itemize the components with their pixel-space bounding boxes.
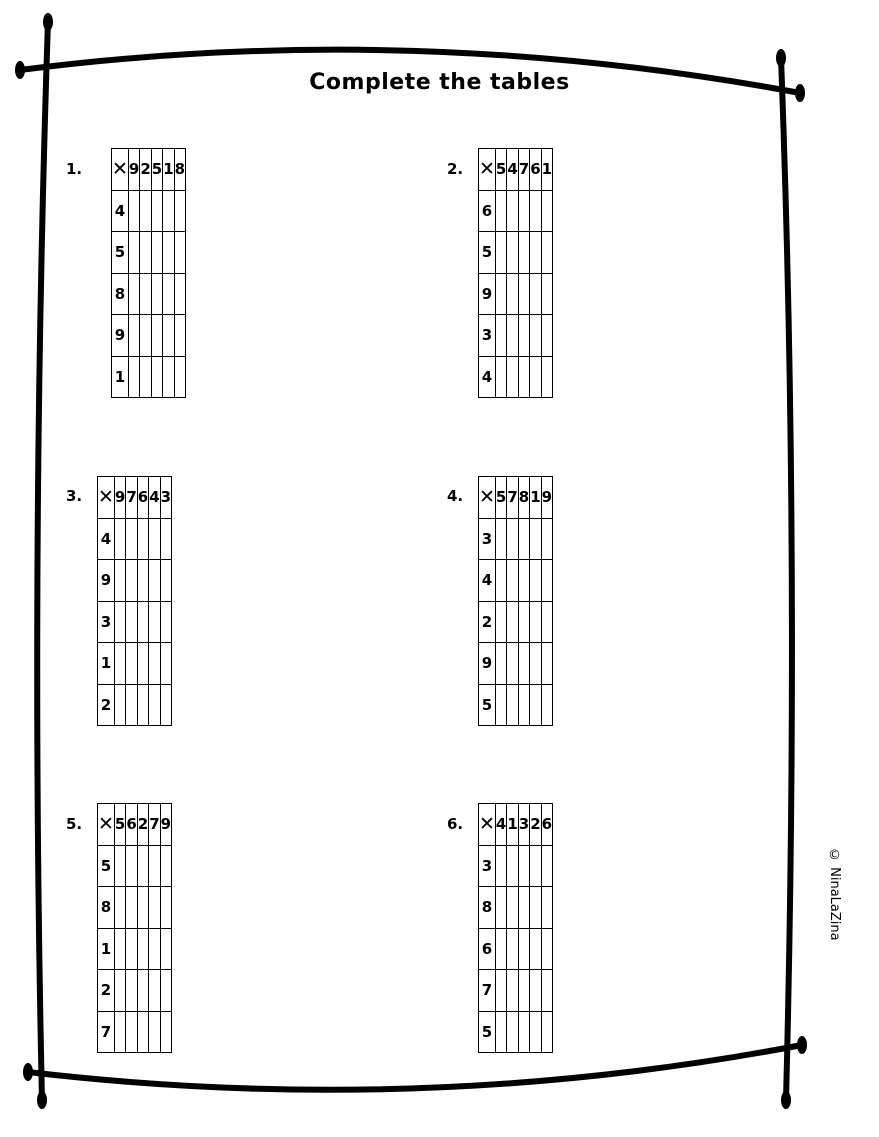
answer-cell[interactable]	[530, 684, 541, 726]
answer-cell[interactable]	[114, 887, 125, 929]
column-header: 7	[518, 149, 529, 191]
answer-cell[interactable]	[128, 232, 139, 274]
answer-cell[interactable]	[518, 845, 529, 887]
table-row	[98, 684, 172, 726]
answer-cell[interactable]	[137, 518, 148, 560]
column-header: 5	[495, 149, 506, 191]
table-row	[98, 560, 172, 602]
answer-cell[interactable]	[140, 190, 151, 232]
answer-cell[interactable]	[495, 560, 506, 602]
row-header: 9	[479, 273, 496, 315]
answer-cell[interactable]	[137, 684, 148, 726]
answer-cell[interactable]	[530, 845, 541, 887]
answer-cell[interactable]	[541, 928, 552, 970]
column-header: 2	[140, 149, 151, 191]
answer-cell[interactable]	[128, 315, 139, 357]
answer-cell[interactable]	[495, 1011, 506, 1053]
answer-cell[interactable]	[160, 518, 171, 560]
row-header: 6	[479, 928, 496, 970]
table-row	[479, 684, 553, 726]
answer-cell[interactable]	[507, 315, 518, 357]
row-header: 2	[98, 970, 115, 1012]
answer-cell[interactable]	[495, 518, 506, 560]
answer-cell[interactable]	[151, 190, 162, 232]
answer-cell[interactable]	[149, 643, 160, 685]
answer-cell[interactable]	[137, 1011, 148, 1053]
answer-cell[interactable]	[530, 232, 541, 274]
row-header: 8	[112, 273, 129, 315]
column-header: 1	[541, 149, 552, 191]
column-header: 6	[137, 477, 148, 519]
column-header: 9	[114, 477, 125, 519]
table-row	[479, 273, 553, 315]
answer-cell[interactable]	[541, 845, 552, 887]
column-header: 4	[495, 804, 506, 846]
problem-number: 6.	[447, 815, 464, 833]
multiply-sign: ✕	[479, 477, 496, 519]
answer-cell[interactable]	[507, 356, 518, 398]
answer-cell[interactable]	[495, 273, 506, 315]
column-header: 6	[126, 804, 137, 846]
answer-cell[interactable]	[530, 518, 541, 560]
answer-cell[interactable]	[518, 887, 529, 929]
answer-cell[interactable]	[126, 845, 137, 887]
frame-knob	[776, 49, 786, 67]
column-header: 9	[128, 149, 139, 191]
answer-cell[interactable]	[126, 601, 137, 643]
answer-cell[interactable]	[128, 190, 139, 232]
answer-cell[interactable]	[149, 1011, 160, 1053]
times-grid	[111, 148, 186, 398]
answer-cell[interactable]	[541, 190, 552, 232]
answer-cell[interactable]	[530, 315, 541, 357]
answer-cell[interactable]	[114, 684, 125, 726]
row-header: 2	[98, 684, 115, 726]
answer-cell[interactable]	[151, 273, 162, 315]
frame-knob	[797, 1036, 807, 1054]
row-header: 5	[98, 845, 115, 887]
frame-knob	[43, 13, 53, 31]
answer-cell[interactable]	[126, 887, 137, 929]
answer-cell[interactable]	[149, 928, 160, 970]
answer-cell[interactable]	[160, 845, 171, 887]
row-header: 2	[479, 601, 496, 643]
answer-cell[interactable]	[126, 518, 137, 560]
answer-cell[interactable]	[149, 560, 160, 602]
answer-cell[interactable]	[140, 315, 151, 357]
answer-cell[interactable]	[174, 232, 185, 274]
answer-cell[interactable]	[126, 684, 137, 726]
column-header: 9	[160, 804, 171, 846]
answer-cell[interactable]	[530, 1011, 541, 1053]
answer-cell[interactable]	[518, 1011, 529, 1053]
answer-cell[interactable]	[541, 1011, 552, 1053]
row-header: 5	[479, 684, 496, 726]
answer-cell[interactable]	[518, 315, 529, 357]
row-header: 8	[98, 887, 115, 929]
frame-knob	[781, 1091, 791, 1109]
answer-cell[interactable]	[126, 643, 137, 685]
answer-cell[interactable]	[174, 356, 185, 398]
answer-cell[interactable]	[495, 315, 506, 357]
answer-cell[interactable]	[507, 887, 518, 929]
answer-cell[interactable]	[128, 273, 139, 315]
answer-cell[interactable]	[518, 518, 529, 560]
times-grid	[478, 803, 553, 1053]
header-row	[479, 149, 553, 191]
answer-cell[interactable]	[495, 601, 506, 643]
answer-cell[interactable]	[160, 601, 171, 643]
answer-cell[interactable]	[114, 560, 125, 602]
answer-cell[interactable]	[507, 970, 518, 1012]
answer-cell[interactable]	[507, 273, 518, 315]
answer-cell[interactable]	[507, 232, 518, 274]
answer-cell[interactable]	[495, 684, 506, 726]
times-grid	[478, 148, 553, 398]
answer-cell[interactable]	[495, 887, 506, 929]
header-row	[112, 149, 186, 191]
answer-cell[interactable]	[151, 315, 162, 357]
answer-cell[interactable]	[140, 356, 151, 398]
table-row	[112, 190, 186, 232]
times-grid	[478, 476, 553, 726]
column-header: 7	[126, 477, 137, 519]
table-row	[479, 560, 553, 602]
answer-cell[interactable]	[137, 970, 148, 1012]
answer-cell[interactable]	[530, 887, 541, 929]
times-grid	[97, 476, 172, 726]
answer-cell[interactable]	[160, 928, 171, 970]
answer-cell[interactable]	[518, 356, 529, 398]
answer-cell[interactable]	[149, 684, 160, 726]
answer-cell[interactable]	[507, 190, 518, 232]
table-row	[112, 356, 186, 398]
table-row	[98, 643, 172, 685]
column-header: 6	[541, 804, 552, 846]
answer-cell[interactable]	[163, 190, 174, 232]
answer-cell[interactable]	[163, 232, 174, 274]
answer-cell[interactable]	[518, 190, 529, 232]
answer-cell[interactable]	[518, 643, 529, 685]
problem-number: 1.	[66, 160, 83, 178]
answer-cell[interactable]	[530, 643, 541, 685]
answer-cell[interactable]	[541, 970, 552, 1012]
header-row	[479, 477, 553, 519]
answer-cell[interactable]	[541, 601, 552, 643]
table-row	[98, 601, 172, 643]
answer-cell[interactable]	[507, 560, 518, 602]
frame-left-line	[37, 20, 48, 1100]
frame-knob	[23, 1063, 33, 1081]
answer-cell[interactable]	[495, 928, 506, 970]
answer-cell[interactable]	[541, 273, 552, 315]
answer-cell[interactable]	[518, 684, 529, 726]
answer-cell[interactable]	[149, 845, 160, 887]
answer-cell[interactable]	[541, 643, 552, 685]
answer-cell[interactable]	[160, 1011, 171, 1053]
frame-right-line	[781, 58, 792, 1100]
answer-cell[interactable]	[151, 356, 162, 398]
answer-cell[interactable]	[541, 518, 552, 560]
column-header: 8	[518, 477, 529, 519]
answer-cell[interactable]	[541, 560, 552, 602]
answer-cell[interactable]	[530, 601, 541, 643]
answer-cell[interactable]	[174, 273, 185, 315]
multiply-sign: ✕	[112, 149, 129, 191]
column-header: 3	[518, 804, 529, 846]
column-header: 7	[507, 477, 518, 519]
table-row	[98, 1011, 172, 1053]
table-row	[479, 643, 553, 685]
answer-cell[interactable]	[541, 684, 552, 726]
answer-cell[interactable]	[163, 315, 174, 357]
table-row	[479, 928, 553, 970]
answer-cell[interactable]	[518, 970, 529, 1012]
answer-cell[interactable]	[495, 232, 506, 274]
table-row	[479, 601, 553, 643]
answer-cell[interactable]	[507, 928, 518, 970]
answer-cell[interactable]	[137, 928, 148, 970]
answer-cell[interactable]	[126, 970, 137, 1012]
header-row	[479, 804, 553, 846]
row-header: 7	[479, 970, 496, 1012]
row-header: 9	[98, 560, 115, 602]
row-header: 4	[112, 190, 129, 232]
table-row	[98, 928, 172, 970]
column-header: 1	[163, 149, 174, 191]
table-row	[98, 887, 172, 929]
answer-cell[interactable]	[541, 887, 552, 929]
row-header: 9	[479, 643, 496, 685]
answer-cell[interactable]	[151, 232, 162, 274]
multiply-sign: ✕	[479, 149, 496, 191]
table-row	[112, 315, 186, 357]
multiply-sign: ✕	[98, 477, 115, 519]
problem-number: 4.	[447, 487, 464, 505]
answer-cell[interactable]	[137, 560, 148, 602]
answer-cell[interactable]	[114, 601, 125, 643]
answer-cell[interactable]	[174, 315, 185, 357]
column-header: 2	[530, 804, 541, 846]
answer-cell[interactable]	[137, 643, 148, 685]
answer-cell[interactable]	[495, 970, 506, 1012]
answer-cell[interactable]	[518, 560, 529, 602]
column-header: 3	[160, 477, 171, 519]
column-header: 5	[151, 149, 162, 191]
table-row	[98, 845, 172, 887]
copyright-text: © NinaLaZina	[827, 848, 842, 941]
row-header: 4	[479, 560, 496, 602]
answer-cell[interactable]	[495, 356, 506, 398]
answer-cell[interactable]	[114, 1011, 125, 1053]
answer-cell[interactable]	[518, 232, 529, 274]
frame-knob	[37, 1091, 47, 1109]
answer-cell[interactable]	[507, 601, 518, 643]
row-header: 1	[98, 928, 115, 970]
table-row	[112, 232, 186, 274]
answer-cell[interactable]	[541, 232, 552, 274]
answer-cell[interactable]	[126, 928, 137, 970]
answer-cell[interactable]	[160, 684, 171, 726]
table-row	[98, 970, 172, 1012]
problem-number: 2.	[447, 160, 464, 178]
table-row	[479, 190, 553, 232]
table-row	[479, 356, 553, 398]
row-header: 3	[479, 315, 496, 357]
answer-cell[interactable]	[114, 518, 125, 560]
row-header: 6	[479, 190, 496, 232]
row-header: 4	[98, 518, 115, 560]
column-header: 4	[507, 149, 518, 191]
answer-cell[interactable]	[530, 190, 541, 232]
table-row	[479, 845, 553, 887]
answer-cell[interactable]	[160, 887, 171, 929]
table-row	[479, 1011, 553, 1053]
table-row	[112, 273, 186, 315]
table-row	[479, 518, 553, 560]
answer-cell[interactable]	[495, 643, 506, 685]
answer-cell[interactable]	[507, 518, 518, 560]
column-header: 1	[530, 477, 541, 519]
row-header: 8	[479, 887, 496, 929]
row-header: 1	[112, 356, 129, 398]
answer-cell[interactable]	[114, 970, 125, 1012]
row-header: 5	[112, 232, 129, 274]
answer-cell[interactable]	[541, 315, 552, 357]
row-header: 1	[98, 643, 115, 685]
answer-cell[interactable]	[518, 928, 529, 970]
row-header: 3	[98, 601, 115, 643]
answer-cell[interactable]	[114, 845, 125, 887]
table-row	[479, 970, 553, 1012]
row-header: 9	[112, 315, 129, 357]
table-row	[479, 887, 553, 929]
answer-cell[interactable]	[149, 518, 160, 560]
answer-cell[interactable]	[530, 928, 541, 970]
answer-cell[interactable]	[140, 232, 151, 274]
answer-cell[interactable]	[507, 643, 518, 685]
column-header: 7	[149, 804, 160, 846]
multiply-sign: ✕	[479, 804, 496, 846]
answer-cell[interactable]	[137, 601, 148, 643]
page-title: Complete the tables	[309, 70, 570, 95]
row-header: 5	[479, 1011, 496, 1053]
multiply-sign: ✕	[98, 804, 115, 846]
answer-cell[interactable]	[137, 845, 148, 887]
answer-cell[interactable]	[507, 684, 518, 726]
column-header: 9	[541, 477, 552, 519]
column-header: 4	[149, 477, 160, 519]
row-header: 4	[479, 356, 496, 398]
problem-number: 5.	[66, 815, 83, 833]
answer-cell[interactable]	[137, 887, 148, 929]
answer-cell[interactable]	[114, 928, 125, 970]
column-header: 2	[137, 804, 148, 846]
answer-cell[interactable]	[126, 560, 137, 602]
answer-cell[interactable]	[163, 356, 174, 398]
answer-cell[interactable]	[495, 190, 506, 232]
column-header: 5	[114, 804, 125, 846]
answer-cell[interactable]	[507, 845, 518, 887]
column-header: 8	[174, 149, 185, 191]
answer-cell[interactable]	[530, 970, 541, 1012]
answer-cell[interactable]	[160, 643, 171, 685]
answer-cell[interactable]	[518, 601, 529, 643]
answer-cell[interactable]	[140, 273, 151, 315]
answer-cell[interactable]	[174, 190, 185, 232]
answer-cell[interactable]	[114, 643, 125, 685]
header-row	[98, 804, 172, 846]
answer-cell[interactable]	[149, 887, 160, 929]
row-header: 7	[98, 1011, 115, 1053]
answer-cell[interactable]	[495, 845, 506, 887]
row-header: 3	[479, 518, 496, 560]
answer-cell[interactable]	[530, 356, 541, 398]
answer-cell[interactable]	[518, 273, 529, 315]
answer-cell[interactable]	[530, 273, 541, 315]
column-header: 5	[495, 477, 506, 519]
header-row	[98, 477, 172, 519]
times-grid	[97, 803, 172, 1053]
answer-cell[interactable]	[160, 560, 171, 602]
row-header: 3	[479, 845, 496, 887]
answer-cell[interactable]	[163, 273, 174, 315]
column-header: 1	[507, 804, 518, 846]
answer-cell[interactable]	[530, 560, 541, 602]
table-row	[98, 518, 172, 560]
answer-cell[interactable]	[128, 356, 139, 398]
table-row	[479, 315, 553, 357]
answer-cell[interactable]	[126, 1011, 137, 1053]
problem-number: 3.	[66, 487, 83, 505]
answer-cell[interactable]	[149, 970, 160, 1012]
answer-cell[interactable]	[541, 356, 552, 398]
answer-cell[interactable]	[507, 1011, 518, 1053]
answer-cell[interactable]	[160, 970, 171, 1012]
table-row	[479, 232, 553, 274]
answer-cell[interactable]	[149, 601, 160, 643]
row-header: 5	[479, 232, 496, 274]
column-header: 6	[530, 149, 541, 191]
